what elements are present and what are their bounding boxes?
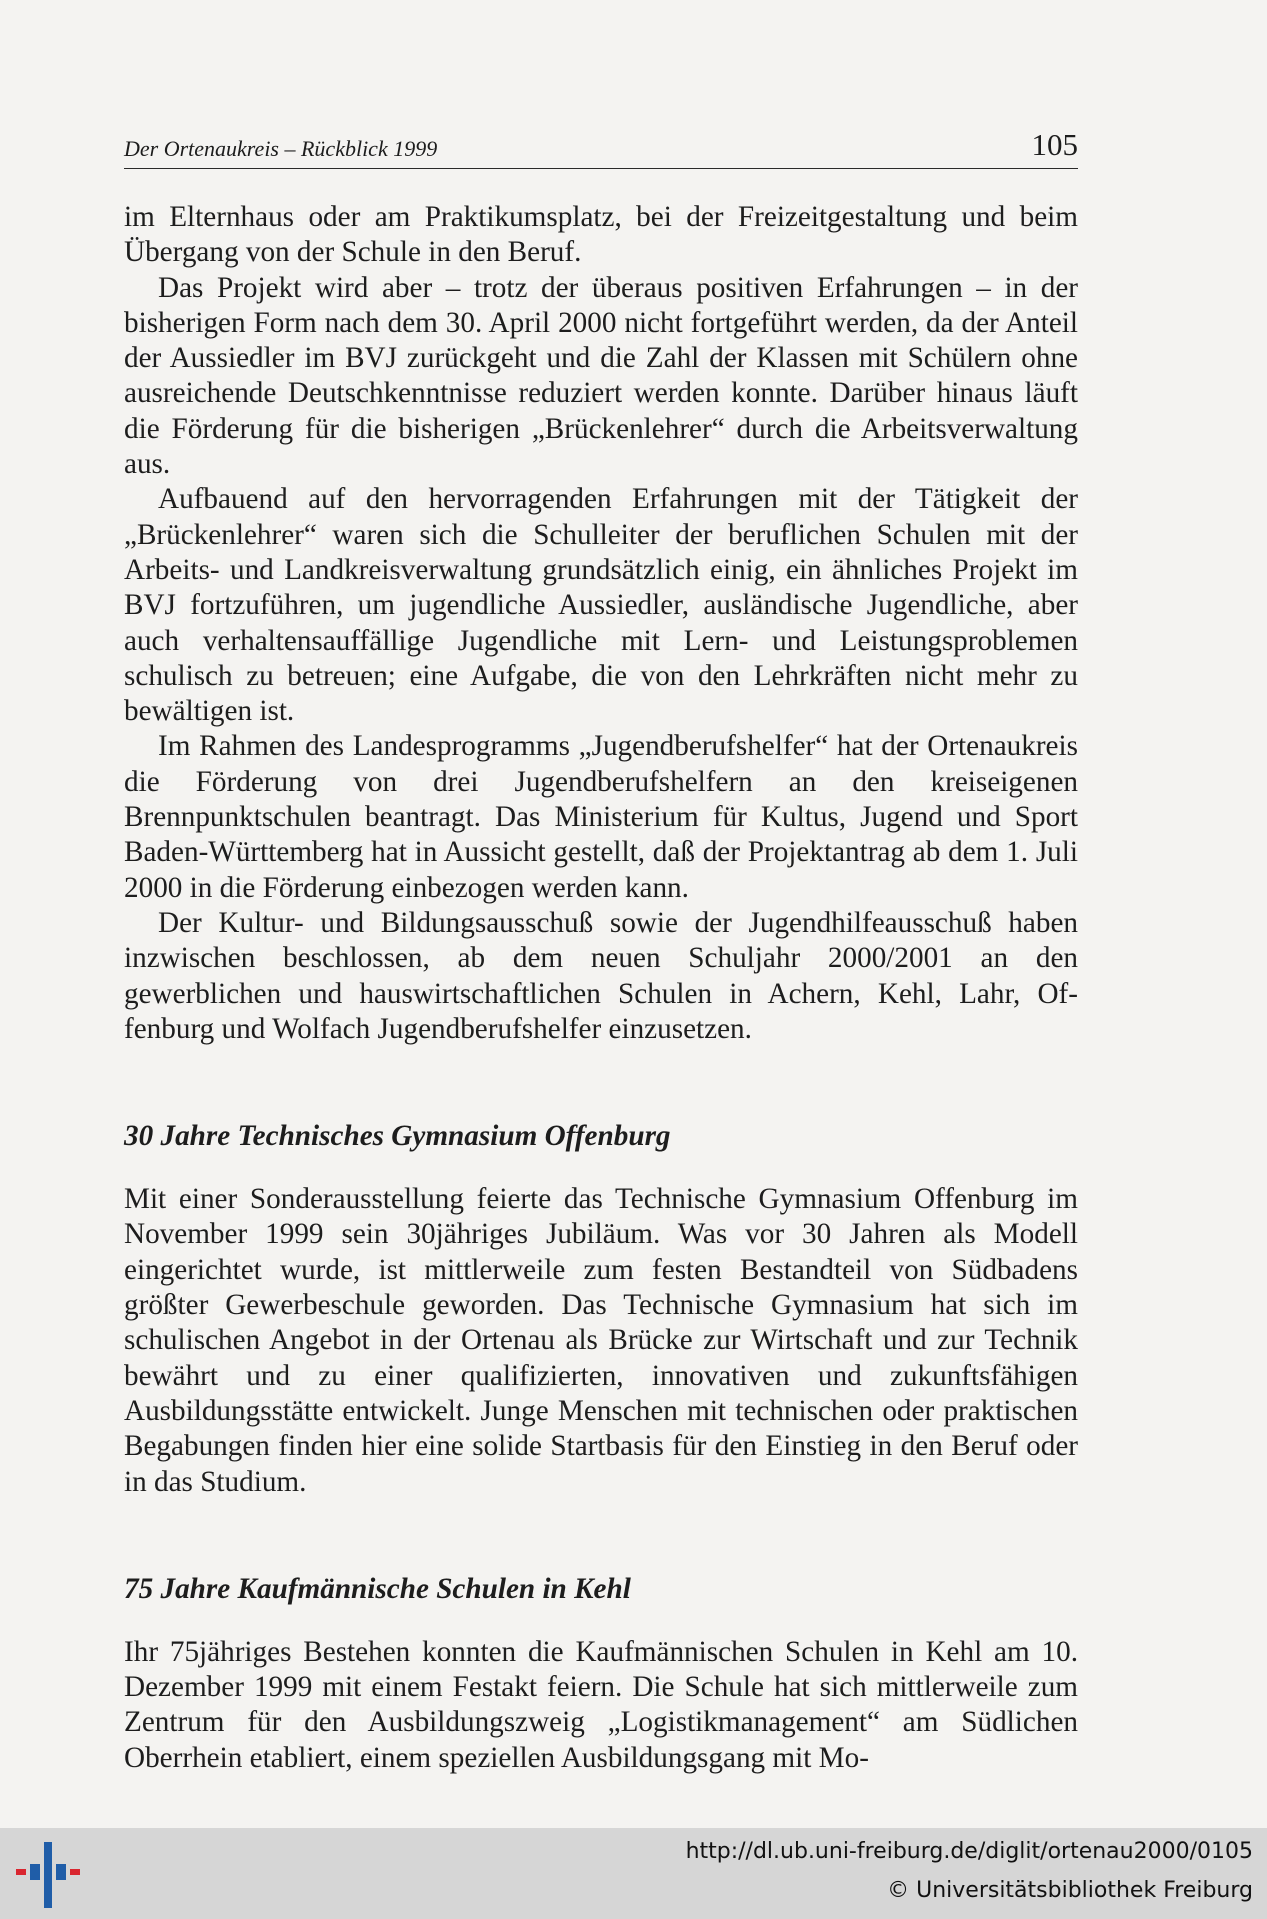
running-head	[124, 128, 1078, 169]
ub-freiburg-logo-icon	[16, 1842, 80, 1908]
paragraph: Ihr 75jähriges Bestehen konnten die Kaufmännischen Schulen in Kehl am 10. Dezember 1999 mit einem Festakt feiern. Die Schule hat sich mittlerweile zum Zentrum für den Ausbildungszweig „Logistikmanagement“ am Südlichen Oberrhein etabliert, einem speziellen Ausbildungsgang mit Mo-	[124, 1635, 1078, 1774]
section-heading: 75 Jahre Kaufmännische Schulen in Kehl	[124, 1572, 631, 1605]
paragraph: Das Projekt wird aber – trotz der überaus positiven Erfahrungen – in der bisherigen Form nach dem 30. April 2000 nicht fortgeführt werden, da der Anteil der Aussiedler im BVJ zurückgeht und die Zahl der Klassen mit Schülern ohne ausreichende Deutschkenntnisse reduziert werden konnte. Darüber hinaus läuft die Förderung für die bisherigen „Brückenlehrer“ durch die Arbeitsverwaltung aus.	[124, 271, 1078, 481]
running-title: Der Ortenaukreis – Rückblick 1999	[124, 136, 438, 161]
paragraph: im Elternhaus oder am Praktikumsplatz, bei der Freizeitgestaltung und beim Übergang von der Schule in den Beruf.	[124, 201, 1078, 269]
footer-url-link[interactable]: http://dl.ub.uni-freiburg.de/diglit/ortenau2000/0105	[685, 1839, 1253, 1864]
paragraph: Im Rahmen des Landesprogramms „Jugendberufshelfer“ hat der Ortenaukreis die Förderung von drei Jugendberufshelfern an den kreiseigenen Brennpunktschulen beantragt. Das Ministerium für Kultus, Jugend und Sport Baden-Württemberg hat in Aussicht gestellt, daß der Projektantrag ab dem 1. Juli 2000 in die Förderung einbezogen werden kann.	[124, 730, 1078, 904]
section-intro	[124, 200, 1078, 1047]
body-text	[124, 200, 1078, 1776]
paragraph: Mit einer Sonderausstellung feierte das Technische Gymnasium Offenburg im November 1999 sein 30jähriges Jubiläum. Was vor 30 Jahren als Modell eingerichtet wurde, ist mittlerweile zum festen Bestandteil von Südbadens größter Gewerbeschule geworden. Das Technische Gymnasium hat sich im schulischen Angebot in der Ortenau als Brücke zur Wirtschaft und zur Technik bewährt und zu einer qualifizierten, innovativen und zukunftsfähigen Ausbildungsstätte entwickelt. Junge Menschen mit technischen oder praktischen Begabungen finden hier eine solide Startbasis für den Einstieg in den Beruf oder in das Studium.	[124, 1183, 1078, 1498]
section-heading: 30 Jahre Technisches Gymnasium Offenburg	[124, 1120, 671, 1153]
section-kaufmaennische-schulen	[124, 1572, 1078, 1776]
digitization-footer	[0, 1828, 1267, 1919]
paragraph: Der Kultur- und Bildungsausschuß sowie der Jugendhilfeausschuß haben inzwischen beschlossen, ab dem neuen Schuljahr 2000/2001 an den gewerblichen und hauswirtschaftlichen Schulen in Achern, Kehl, Lahr, Offenburg und Wolfach Jugendberufshelfer einzusetzen.	[124, 906, 1078, 1045]
section-technisches-gymnasium	[124, 1119, 1078, 1500]
page-number: 105	[1031, 127, 1078, 162]
paragraph: Aufbauend auf den hervorragenden Erfahrungen mit der Tätigkeit der „Brückenlehrer“ waren sich die Schulleiter der beruflichen Schulen mit der Arbeits- und Landkreisverwaltung grundsätzlich einig, ein ähnliches Projekt im BVJ fortzuführen, um jugendliche Aussiedler, ausländische Jugendliche, aber auch verhaltensauffällige Jugendliche mit Lern- und Leistungsproblemen schulisch zu betreuen; eine Aufgabe, die von den Lehrkräften nicht mehr zu bewältigen ist.	[124, 483, 1078, 728]
footer-copyright: © Universitätsbibliothek Freiburg	[887, 1878, 1253, 1903]
